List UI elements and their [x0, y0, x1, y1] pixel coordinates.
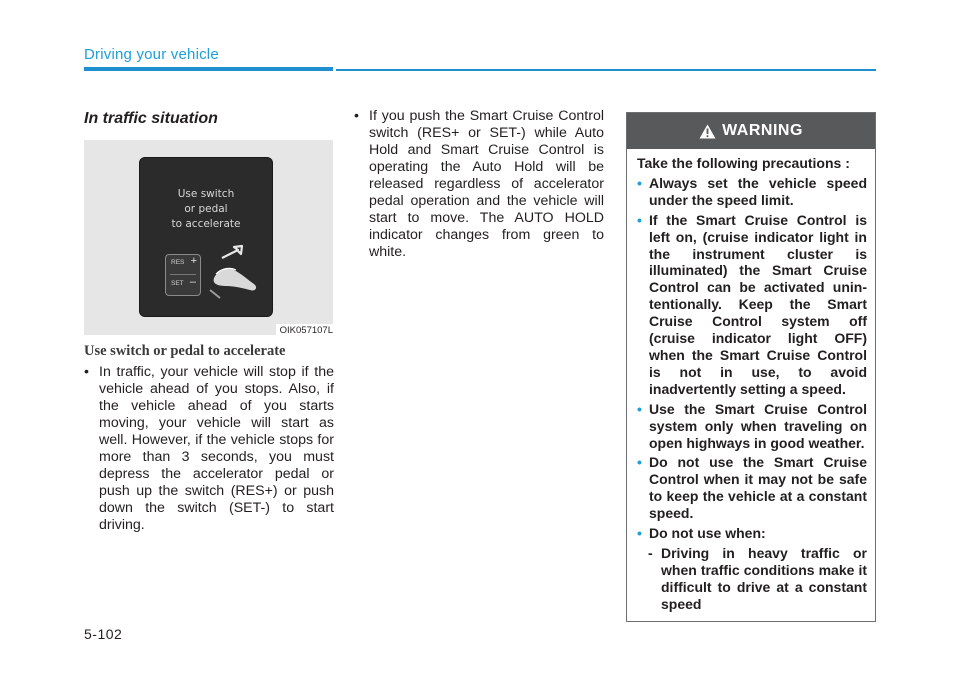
warning-item [637, 175, 867, 209]
warning-item [637, 212, 867, 398]
warning-bullet: • [637, 454, 642, 471]
switch-set-label: SET [171, 280, 184, 287]
bullet-dot: • [84, 364, 89, 380]
warning-sub-item [637, 545, 867, 613]
switch-res-label: RES [171, 259, 185, 266]
warning-item-text: Do not use the Smart Cruise Control when it may not be safe to keep the vehicle at a constant speed. [649, 454, 867, 522]
warning-item [637, 454, 867, 522]
figure-code: OIK057107L [276, 324, 333, 336]
warning-header [627, 113, 875, 149]
warning-bullet: • [637, 525, 642, 542]
switch-plus-label: + [190, 255, 197, 267]
list-item-text: In traffic, your vehicle will stop if the vehicle ahead of you stops. Also, if the vehicle ahead of you starts moving, your vehicle will start as well. However, if the vehicle stops for more than 3 seconds, you must depress the accelerator pedal or push up the switch (RES+) or push down the switch (SET-) to start driving. [99, 364, 334, 533]
warning-item-text: If the Smart Cruise Control is left on, (cruise indicator light in the instrument cluster is illuminated) the Smart Cruise Control can be activated unin-tentionally. Keep the Smart Cruise Control system off (cruise indicator light OFF) when the Smart Cruise Control is not in use, to avoid inadvertently setting a speed. [649, 211, 867, 397]
warning-sub-item-text: Driving in heavy traffic or when traffic conditions make it difficult to drive at a constant speed [661, 544, 867, 612]
screen-message-line: or pedal [184, 203, 228, 215]
warning-box [626, 112, 876, 622]
page-number: 5-102 [84, 626, 123, 642]
switch-divider [170, 274, 196, 275]
warning-item [637, 525, 867, 542]
section-header-title: Driving your vehicle [84, 46, 219, 63]
screen-message-line: to accelerate [171, 218, 241, 230]
warning-item-text: Do not use when: [649, 525, 766, 542]
warning-bullet: • [637, 211, 642, 228]
screen-message-line: Use switch [177, 188, 235, 200]
header-rule [336, 69, 876, 71]
warning-item-text: Use the Smart Cruise Control system only when traveling on open highways in good weather. [649, 400, 867, 451]
section-heading: In traffic situation [84, 110, 218, 127]
warning-intro: Take the following precautions : [637, 155, 850, 171]
bullet-dot: • [354, 108, 359, 124]
warning-title: WARNING [722, 122, 803, 139]
cruise-switch-icon [165, 254, 201, 296]
foot-pedal-icon [208, 244, 260, 300]
figure-illustration [84, 140, 333, 335]
warning-item-text: Always set the vehicle speed under the speed limit. [649, 174, 867, 208]
header-bar [84, 67, 333, 71]
warning-body [637, 155, 867, 613]
switch-minus-label: – [189, 276, 196, 288]
screen-message [140, 187, 272, 232]
list-item [354, 108, 604, 261]
warning-triangle-icon [699, 124, 716, 139]
warning-sub-dash: - [648, 544, 653, 561]
list-item [84, 364, 334, 534]
warning-bullet: • [637, 400, 642, 417]
list-item-text: If you push the Smart Cruise Control switch (RES+ or SET-) while Auto Hold and Smart Cruise Control is operating the Auto Hold will be released regardless of accelerator pedal operation and the vehicle will start to move. The AUTO HOLD indicator changes from green to white. [369, 108, 604, 260]
warning-item [637, 401, 867, 452]
warning-bullet: • [637, 174, 642, 191]
cluster-screen [140, 158, 272, 316]
figure-caption: Use switch or pedal to accelerate [84, 343, 286, 359]
